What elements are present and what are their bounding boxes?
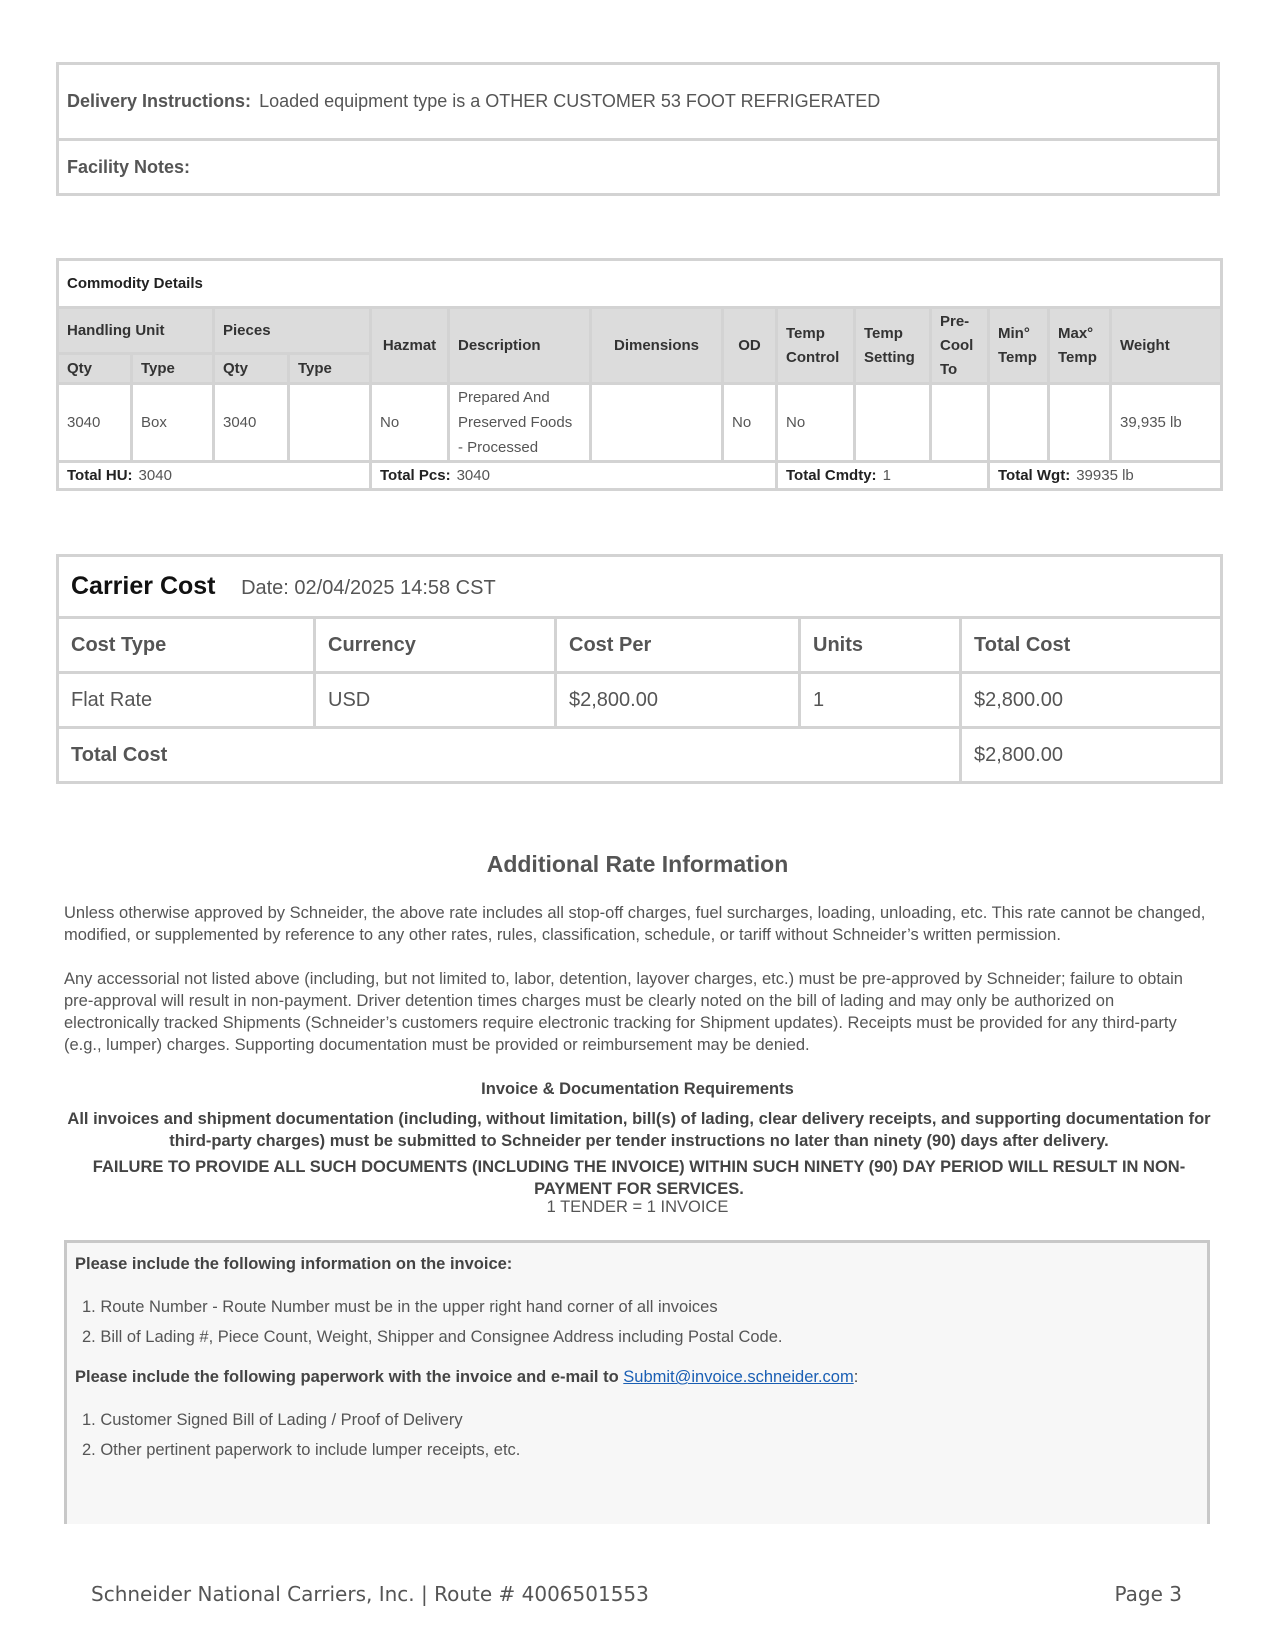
list-item: 2. Bill of Lading #, Piece Count, Weight, Shipper and Consignee Address including Postal Code.: [82, 1328, 783, 1346]
carrier-cost-header: [58, 556, 1222, 618]
facility-notes-row: [59, 141, 1217, 193]
delivery-instructions-box: [56, 62, 1220, 196]
footer-route: Schneider National Carriers, Inc. | Route # 4006501553: [91, 1582, 649, 1606]
carrier-cost-title: Carrier Cost: [71, 572, 216, 600]
total-hu-value: 3040: [138, 467, 172, 484]
carrier-cost-table: [56, 554, 1223, 784]
temp-setting-cell: [855, 384, 931, 462]
hu-qty-cell: 3040: [58, 384, 132, 462]
cost-total-row: [58, 728, 1222, 783]
dimensions-cell: [591, 384, 723, 462]
facility-notes-label: Facility Notes:: [67, 156, 191, 177]
delivery-instructions-value: Loaded equipment type is a OTHER CUSTOMER 53 FOOT REFRIGERATED: [259, 91, 881, 111]
cost-type-header: Cost Type: [58, 618, 315, 673]
temp-control-header: Temp Control: [777, 308, 855, 384]
total-wgt-label: Total Wgt:: [998, 467, 1071, 484]
total-pcs-label: Total Pcs:: [380, 467, 451, 484]
invoice-info-list: [75, 1292, 1199, 1352]
list-item: 1. Route Number - Route Number must be in the upper right hand corner of all invoices: [82, 1298, 718, 1316]
units-cell: 1: [800, 673, 961, 728]
hu-type-cell: Box: [132, 384, 214, 462]
total-wgt: [989, 462, 1222, 490]
paperwork-heading-text: Please include the following paperwork with the invoice and e-mail to: [75, 1368, 619, 1386]
total-cmdty: [777, 462, 989, 490]
list-item: 1. Customer Signed Bill of Lading / Proof of Delivery: [82, 1411, 463, 1429]
list-item: 2. Other pertinent paperwork to include lumper receipts, etc.: [82, 1441, 521, 1459]
commodity-details-title: Commodity Details: [58, 260, 1222, 308]
temp-setting-header: Temp Setting: [855, 308, 931, 384]
hu-qty-header: Qty: [58, 354, 132, 384]
currency-header: Currency: [315, 618, 556, 673]
description-header: Description: [449, 308, 591, 384]
invoice-requirements-body: All invoices and shipment documentation (including, without limitation, bill(s) of lading, clear delivery receipts, and supporting documentation for third-party charges) must be submitted to Schneider per tender instructions no later than ninety (90) days after delivery.: [67, 1110, 1211, 1150]
total-cost-cell: $2,800.00: [961, 673, 1222, 728]
paperwork-list: [75, 1405, 1199, 1465]
carrier-cost-date: Date: 02/04/2025 14:58 CST: [241, 577, 496, 599]
weight-cell: 39,935 lb: [1111, 384, 1222, 462]
commodity-details-table: [56, 258, 1223, 491]
units-header: Units: [800, 618, 961, 673]
currency-cell: USD: [315, 673, 556, 728]
dimensions-header: Dimensions: [591, 308, 723, 384]
min-temp-cell: [989, 384, 1049, 462]
total-hu: [58, 462, 371, 490]
invoice-info-box: [64, 1240, 1210, 1524]
min-temp-header: Min° Temp: [989, 308, 1049, 384]
table-row: [58, 384, 1222, 462]
pre-cool-to-cell: [931, 384, 989, 462]
temp-control-cell: No: [777, 384, 855, 462]
invoice-info-heading: Please include the following information on the invoice:: [75, 1255, 513, 1273]
od-header: OD: [723, 308, 777, 384]
cost-per-header: Cost Per: [556, 618, 800, 673]
rate-paragraph-2: Any accessorial not listed above (including, but not limited to, labor, detention, layover charges, etc.) must be pre-approved by Schneider; failure to obtain pre-approval will result in non-payment. Driver detention times charges must be clearly noted on the bill of lading and may only be authorized on electronically tracked Shipments (Schneider’s customers require electronic tracking for Shipment updates). Receipts must be provided for any third-party (e.g., lumper) charges. Supporting documentation must be provided or reimbursement may be denied.: [64, 970, 1183, 1054]
submit-email-link[interactable]: Submit@invoice.schneider.com: [623, 1368, 854, 1386]
table-row: [58, 673, 1222, 728]
description-cell: Prepared And Preserved Foods - Processed: [449, 384, 591, 462]
pieces-header: Pieces: [214, 308, 371, 354]
footer-page-number: Page 3: [1114, 1582, 1182, 1606]
total-cmdty-value: 1: [882, 467, 891, 484]
total-cost-label: Total Cost: [58, 728, 961, 783]
total-pcs: [371, 462, 777, 490]
rate-paragraph-1: Unless otherwise approved by Schneider, the above rate includes all stop-off charges, fuel surcharges, loading, unloading, etc. This rate cannot be changed, modified, or supplemented by reference to any other rates, rules, classification, schedule, or tariff without Schneider’s written permission.: [64, 904, 1206, 944]
cost-header-row: [58, 618, 1222, 673]
total-wgt-value: 39935 lb: [1076, 467, 1134, 484]
cost-type-cell: Flat Rate: [58, 673, 315, 728]
pcs-type-cell: [289, 384, 371, 462]
total-cmdty-label: Total Cmdty:: [786, 467, 877, 484]
hu-type-header: Type: [132, 354, 214, 384]
total-cost-header: Total Cost: [961, 618, 1222, 673]
cost-per-cell: $2,800.00: [556, 673, 800, 728]
handling-unit-header: Handling Unit: [58, 308, 214, 354]
invoice-requirements-warning: FAILURE TO PROVIDE ALL SUCH DOCUMENTS (INCLUDING THE INVOICE) WITHIN SUCH NINETY (90) DAY PERIOD WILL RESULT IN NON-PAYMENT FOR SERVICES.: [92, 1158, 1186, 1198]
total-cost-value: $2,800.00: [961, 728, 1222, 783]
delivery-instructions-row: [59, 65, 1217, 141]
pre-cool-to-header: Pre-Cool To: [931, 308, 989, 384]
delivery-instructions-label: Delivery Instructions:: [67, 91, 252, 111]
total-pcs-value: 3040: [456, 467, 490, 484]
od-cell: No: [723, 384, 777, 462]
paperwork-heading: [75, 1368, 1199, 1387]
hazmat-cell: No: [371, 384, 449, 462]
additional-rate-heading: Additional Rate Information: [486, 851, 789, 877]
max-temp-cell: [1049, 384, 1111, 462]
paperwork-heading-colon: :: [853, 1368, 859, 1386]
weight-header: Weight: [1111, 308, 1222, 384]
hazmat-header: Hazmat: [371, 308, 449, 384]
max-temp-header: Max° Temp: [1049, 308, 1111, 384]
total-hu-label: Total HU:: [67, 467, 133, 484]
pcs-qty-header: Qty: [214, 354, 289, 384]
pcs-qty-cell: 3040: [214, 384, 289, 462]
tender-note: 1 TENDER = 1 INVOICE: [546, 1198, 729, 1216]
pcs-type-header: Type: [289, 354, 371, 384]
invoice-requirements-heading: Invoice & Documentation Requirements: [481, 1080, 794, 1098]
commodity-totals-row: [58, 462, 1222, 490]
